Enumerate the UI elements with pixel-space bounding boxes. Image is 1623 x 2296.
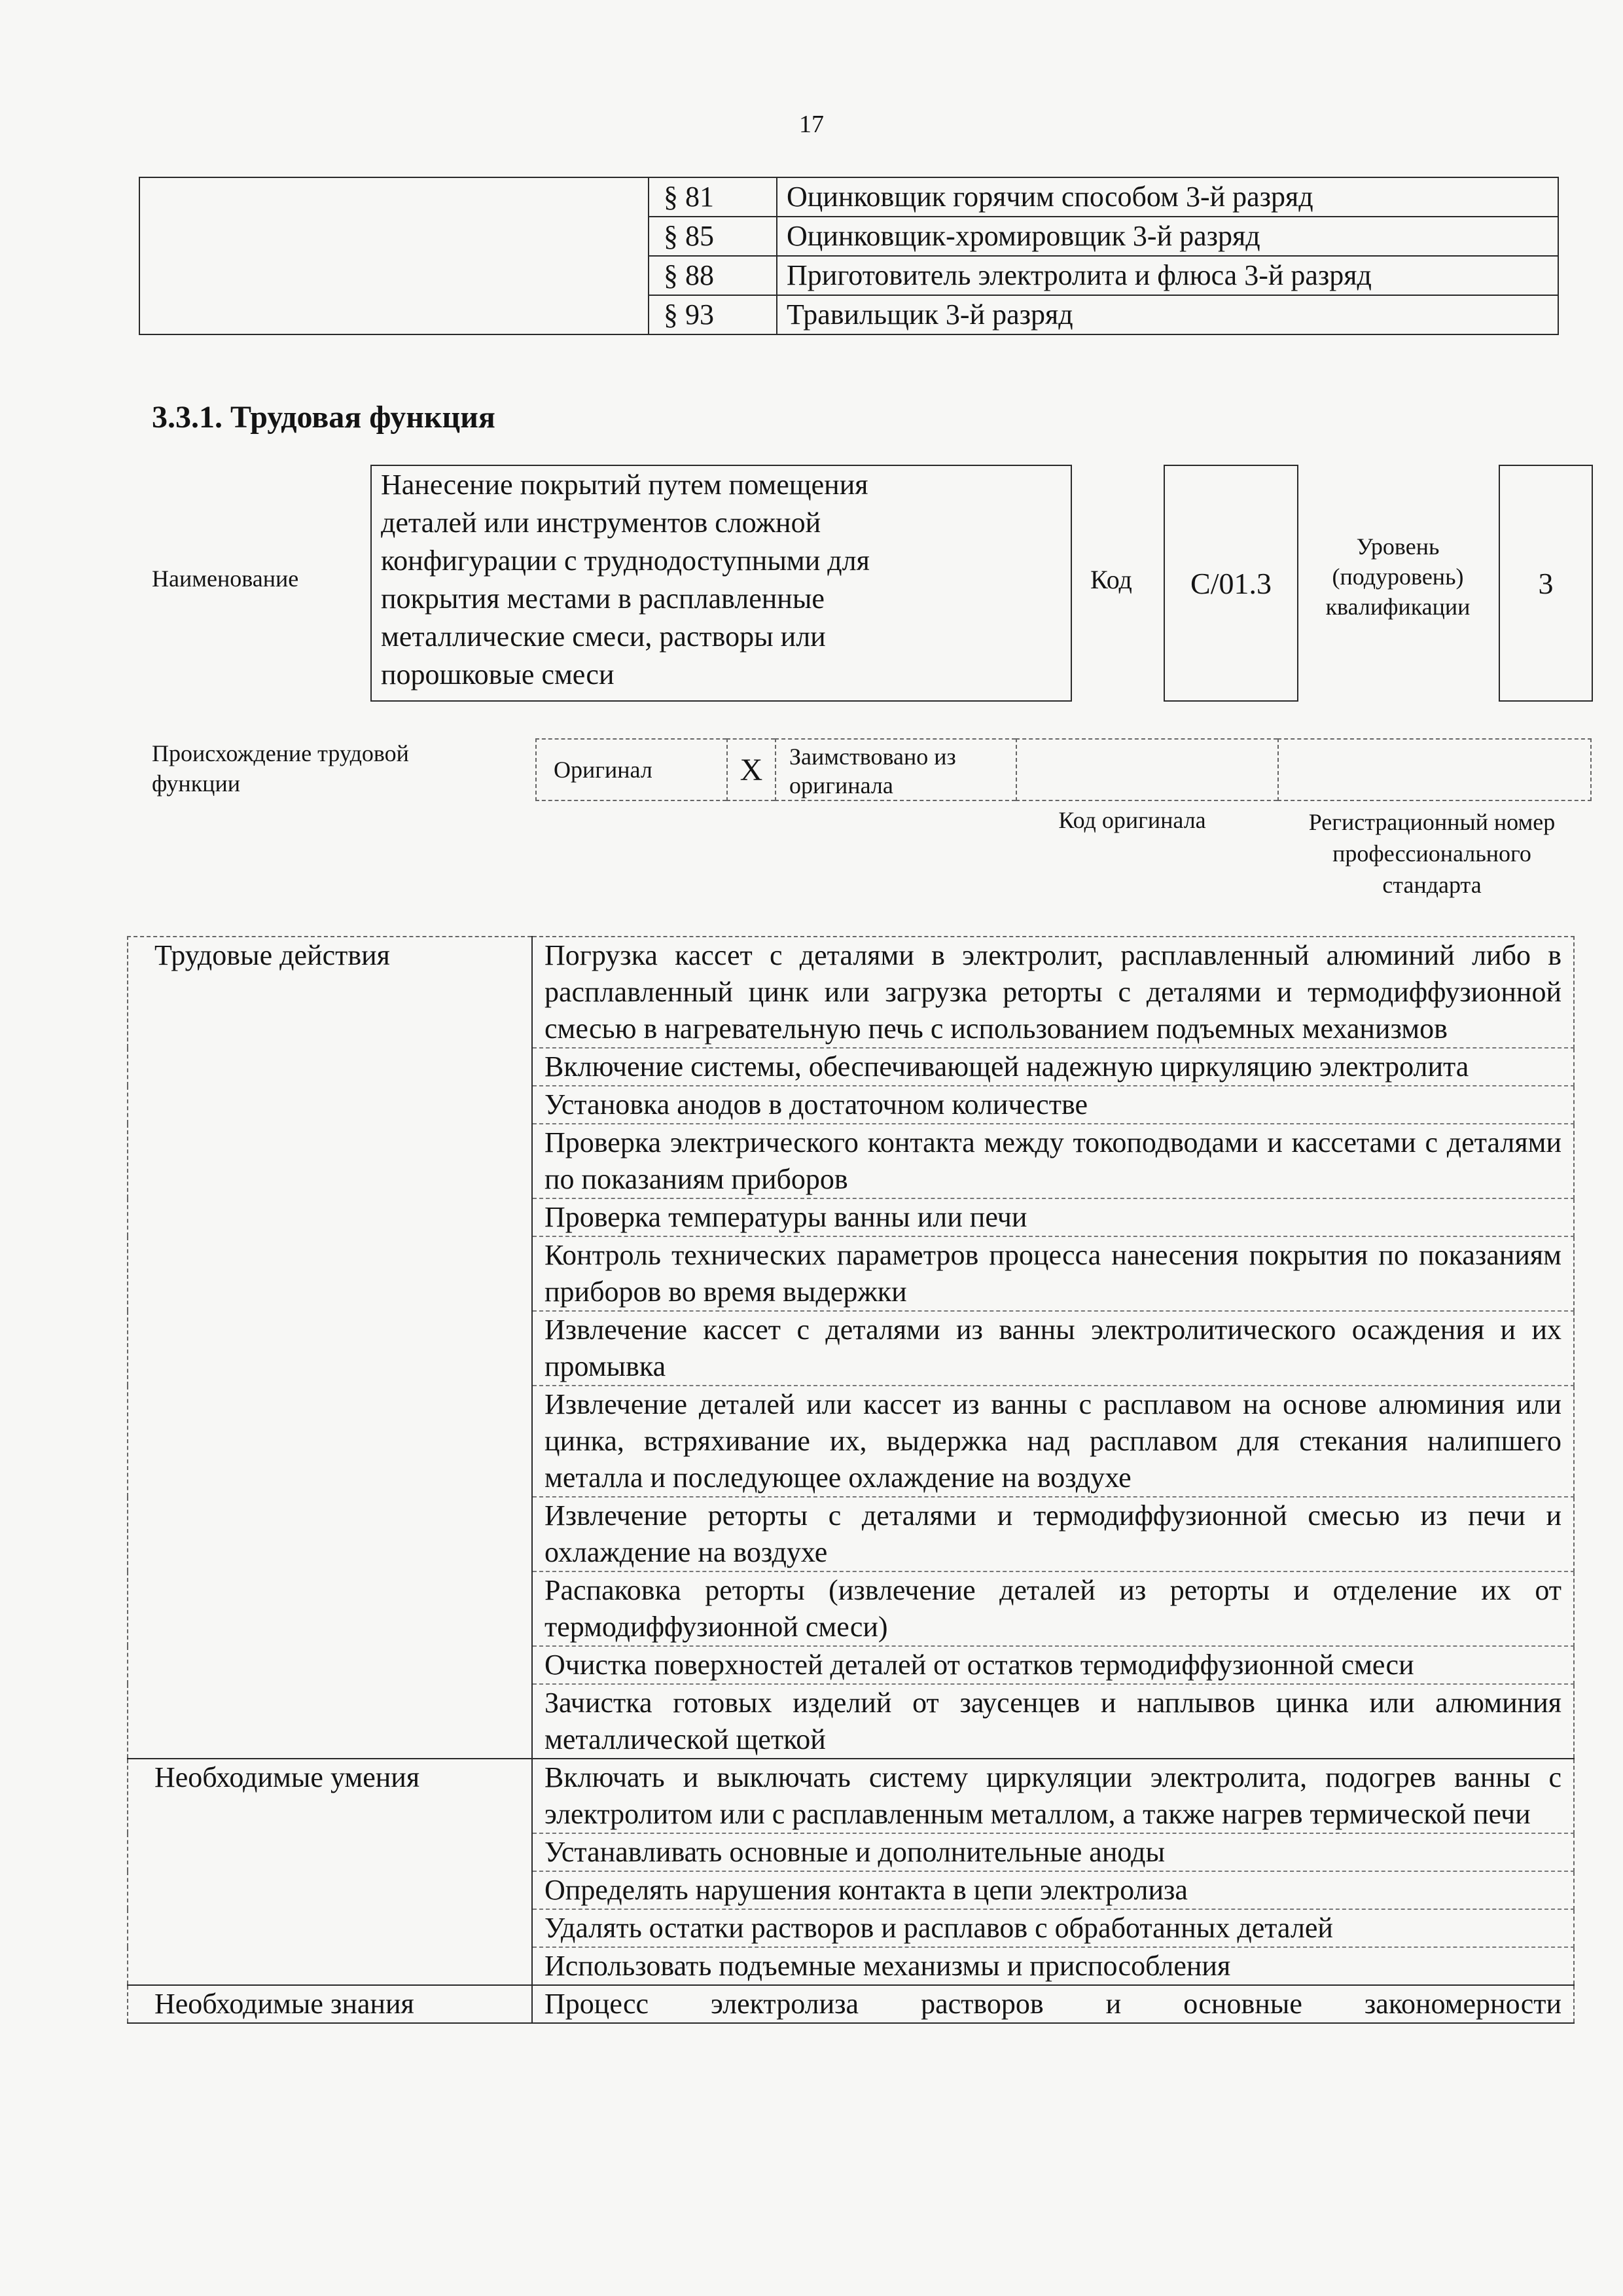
registration-caption-line: стандарта	[1382, 872, 1482, 898]
profession-title: Оцинковщик-хромировщик 3-й разряд	[777, 217, 1558, 256]
function-name-line: деталей или инструментов сложной	[381, 507, 821, 539]
function-name-line: Нанесение покрытий путем помещения	[381, 469, 868, 501]
level-label-line: квалификации	[1325, 594, 1471, 620]
section-label: Трудовые действия	[128, 937, 532, 1759]
function-name-box	[370, 465, 1072, 702]
table-row	[139, 177, 1558, 217]
section-label: Необходимые умения	[128, 1759, 532, 1985]
registration-caption-line: профессионального	[1332, 840, 1531, 867]
list-item: Извлечение реторты с деталями и термодиффузионной смесью из печи и охлаждение на воздухе	[532, 1497, 1574, 1571]
name-label: Наименование	[152, 565, 299, 592]
function-name-line: покрытия местами в расплавленные	[381, 583, 825, 615]
original-code-cell	[1016, 738, 1277, 801]
registration-number-cell	[1277, 738, 1592, 801]
level-label-line: Уровень	[1356, 533, 1440, 560]
profession-title: Оцинковщик горячим способом 3-й разряд	[777, 177, 1558, 217]
origin-row	[535, 738, 1592, 801]
list-item: Использовать подъемные механизмы и приспособления	[532, 1947, 1574, 1985]
list-item: Установка анодов в достаточном количестве	[532, 1086, 1574, 1124]
origin-label	[152, 738, 409, 798]
original-code-caption: Код оригинала	[1058, 807, 1206, 833]
section-label: Необходимые знания	[128, 1985, 532, 2023]
list-item: Извлечение деталей или кассет из ванны с расплавом на основе алюминия или цинка, встряхивание их, выдержка над расплавом для стекания налипшего металла и последующее охлаждение на воздухе	[532, 1386, 1574, 1497]
section-heading: 3.3.1. Трудовая функция	[152, 400, 495, 435]
borrowed-label	[775, 738, 1016, 801]
paragraph-number: § 88	[649, 256, 777, 295]
table-row	[128, 937, 1574, 1048]
level-label-line: (подуровень)	[1332, 564, 1464, 590]
level-value: 3	[1499, 465, 1593, 702]
table-row	[128, 1759, 1574, 1833]
registration-caption-line: Регистрационный номер	[1308, 809, 1556, 835]
function-name-line: порошковые смеси	[381, 658, 615, 691]
profession-title: Приготовитель электролита и флюса 3-й разряд	[777, 256, 1558, 295]
list-item: Проверка температуры ванны или печи	[532, 1198, 1574, 1236]
list-item: Включение системы, обеспечивающей надежную циркуляцию электролита	[532, 1048, 1574, 1086]
qualification-table	[139, 177, 1559, 335]
original-mark: X	[726, 738, 775, 801]
code-value: С/01.3	[1164, 465, 1298, 702]
list-item: Удалять остатки растворов и расплавов с обработанных деталей	[532, 1909, 1574, 1947]
list-item: Извлечение кассет с деталями из ванны электролитического осаждения и их промывка	[532, 1311, 1574, 1386]
table-row	[128, 1985, 1574, 2023]
borrowed-label-line: Заимствовано из	[789, 744, 956, 770]
paragraph-number: § 81	[649, 177, 777, 217]
function-details-table	[127, 936, 1575, 2024]
original-label: Оригинал	[535, 738, 726, 801]
list-item: Определять нарушения контакта в цепи электролиза	[532, 1871, 1574, 1909]
list-item: Процесс электролиза растворов и основные закономерности	[532, 1985, 1574, 2023]
origin-label-line: функции	[152, 770, 240, 797]
function-name-line: конфигурации с труднодоступными для	[381, 545, 870, 577]
list-item: Погрузка кассет с деталями в электролит, расплавленный алюминий либо в расплавленный цинк или загрузка реторты с деталями и термодиффузионной смесью в нагревательную печь с использованием подъемных механизмов	[532, 937, 1574, 1048]
empty-cell	[139, 177, 649, 334]
list-item: Зачистка готовых изделий от заусенцев и наплывов цинка или алюминия металлической щеткой	[532, 1684, 1574, 1759]
origin-label-line: Происхождение трудовой	[152, 740, 409, 766]
function-name-line: металлические смеси, растворы или	[381, 620, 826, 653]
list-item: Распаковка реторты (извлечение деталей из реторты и отделение их от термодиффузионной смеси)	[532, 1571, 1574, 1646]
paragraph-number: § 85	[649, 217, 777, 256]
profession-title: Травильщик 3-й разряд	[777, 295, 1558, 334]
paragraph-number: § 93	[649, 295, 777, 334]
list-item: Очистка поверхностей деталей от остатков термодиффузионной смеси	[532, 1646, 1574, 1684]
code-label: Код	[1090, 565, 1132, 594]
registration-caption	[1275, 806, 1589, 901]
list-item: Устанавливать основные и дополнительные аноды	[532, 1833, 1574, 1871]
list-item: Проверка электрического контакта между токоподводами и кассетами с деталями по показаниям приборов	[532, 1124, 1574, 1198]
borrowed-label-line: оригинала	[789, 772, 893, 798]
page-number: 17	[799, 111, 824, 138]
list-item: Контроль технических параметров процесса нанесения покрытия по показаниям приборов во время выдержки	[532, 1236, 1574, 1311]
list-item: Включать и выключать систему циркуляции электролита, подогрев ванны с электролитом или с расплавленным металлом, а также нагрев термической печи	[532, 1759, 1574, 1833]
level-label	[1313, 531, 1483, 622]
